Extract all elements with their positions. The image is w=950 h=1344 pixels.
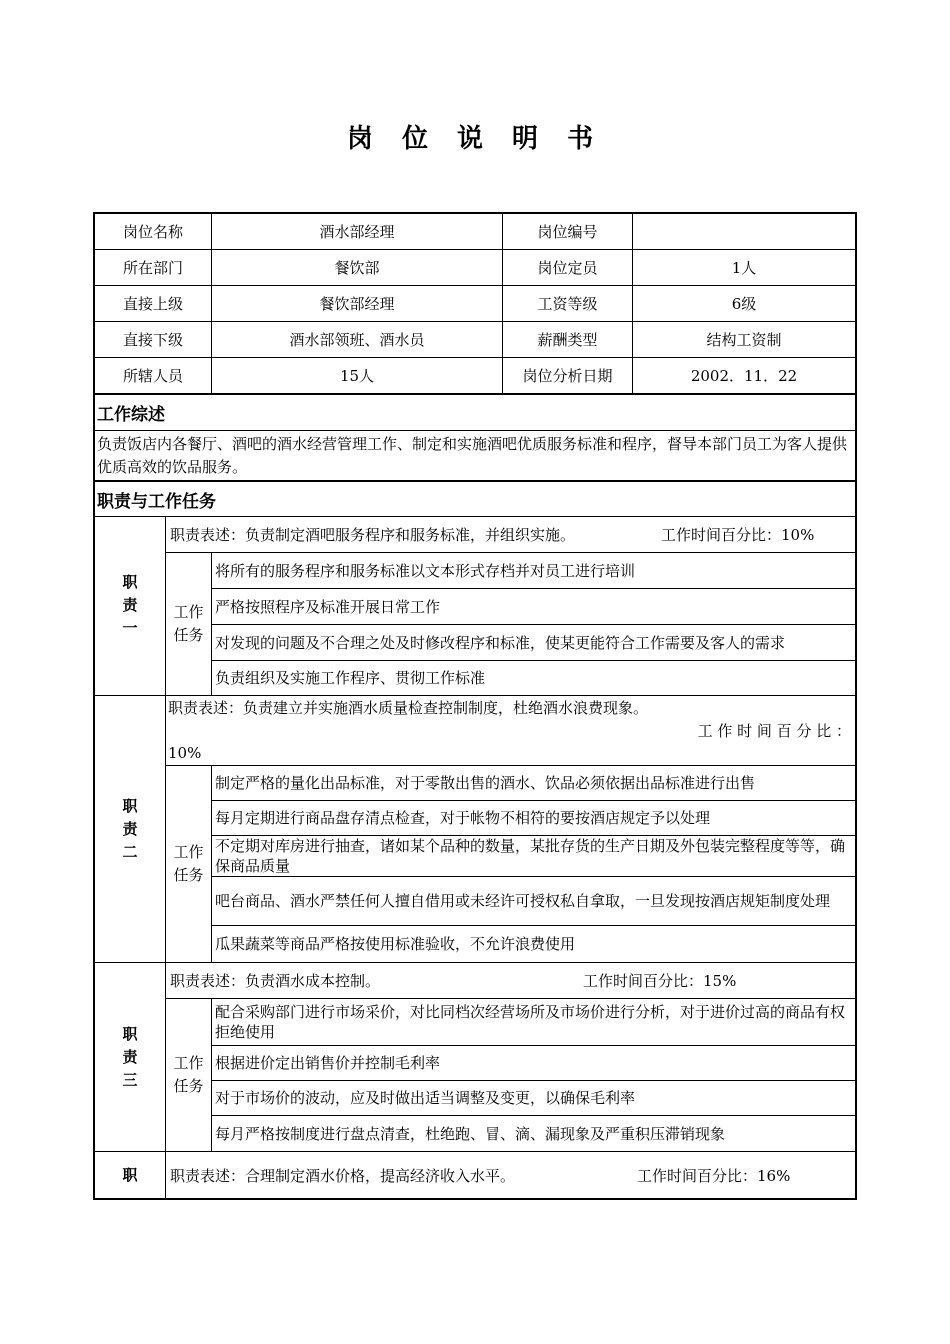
duty1-task-1: 将所有的服务程序和服务标准以文本形式存档并对员工进行培训 [215,561,636,580]
value-job-title: 酒水部经理 [319,223,395,241]
duty3-char1: 职 [122,1024,138,1043]
duty3-char2: 责 [122,1047,138,1066]
value-headcount: 1人 [731,259,757,277]
duty1-description: 职责表述：负责制定酒吧服务程序和服务标准，并组织实施。 [170,526,576,544]
label-department: 所在部门 [122,259,183,277]
duty2-label [95,696,165,962]
duty1-char2: 责 [122,596,138,614]
duty2-task-label [166,766,211,962]
duty1-task-label-2: 任务 [173,626,204,644]
duty2-char3: 二 [122,842,138,861]
page-title: 岗 位 说 明 书 [346,124,604,154]
duty1-task-label [166,553,211,695]
duty2-task-2: 每月定期进行商品盘存清点检查，对于帐物不相符的要按酒店规定予以处理 [215,809,711,827]
duty1-task-2: 严格按照程序及标准开展日常工作 [215,597,441,616]
duty1-time-percent: 工作时间百分比：10% [661,526,815,544]
value-subordinates: 酒水部领班、酒水员 [289,331,425,349]
duty2-description: 职责表述：负责建立并实施酒水质量检查控制制度，杜绝酒水浪费现象。 [168,699,649,717]
label-job-number: 岗位编号 [537,223,598,241]
label-job-title: 岗位名称 [122,223,183,241]
value-pay-type: 结构工资制 [706,331,782,349]
value-analysis-date: 2002．11．22 [690,367,798,385]
duty1-task-4: 负责组织及实施工作程序、贯彻工作标准 [215,669,486,687]
duty2-char1: 职 [122,796,138,815]
summary-text: 负责饭店内各餐厅、酒吧的酒水经营管理工作、制定和实施酒吧优质服务标准和程序，督导本部门员工为客人提供优质高效的饮品服务。 [97,435,848,476]
duty4-time-percent: 工作时间百分比：16% [637,1166,791,1185]
duty2-time-percent-label: 工 作 时 间 百 分 比 ： [697,722,851,740]
duty3-description: 职责表述：负责酒水成本控制。 [170,972,381,990]
duty3-task-label [166,999,211,1151]
label-pay-type: 薪酬类型 [537,331,598,349]
label-salary-grade: 工资等级 [537,295,598,313]
duty4-char1: 职 [122,1165,138,1184]
duties-heading: 职责与工作任务 [97,491,216,512]
duty4-description: 职责表述：合理制定酒水价格，提高经济收入水平。 [170,1166,516,1185]
value-job-number [633,214,855,249]
duty2-task-5: 瓜果蔬菜等商品严格按使用标准验收，不允许浪费使用 [215,935,576,953]
label-headcount: 岗位定员 [537,259,598,277]
duty3-task-label-1: 工作 [173,1054,204,1072]
duty1-char1: 职 [122,573,138,591]
duty1-task-label-1: 工作 [173,603,204,621]
duty2-task-3: 不定期对库房进行抽查，诸如某个品种的数量，某批存货的生产日期及外包装完整程度等等，确保商品质量 [215,837,846,875]
duty1-task-3: 对发现的问题及不合理之处及时修改程序和标准，使某更能符合工作需要及客人的需求 [215,633,786,652]
duty4-label [95,1152,165,1198]
duty2-char2: 责 [122,819,138,838]
duty3-task-2: 根据进价定出销售价并控制毛利率 [215,1054,441,1072]
summary-heading: 工作综述 [97,405,165,425]
duty1-char3: 一 [122,619,138,637]
value-salary-grade: 6级 [731,295,757,313]
duty3-task-4: 每月严格按制度进行盘点清查，杜绝跑、冒、滴、漏现象及严重积压滞销现象 [215,1124,726,1143]
job-description-table [93,212,857,1200]
label-subordinates: 直接下级 [122,331,183,349]
duty3-char3: 三 [122,1070,138,1089]
label-staff-count: 所辖人员 [122,367,183,385]
value-staff-count: 15人 [339,367,375,385]
duty3-label [95,963,165,1151]
label-supervisor: 直接上级 [122,295,183,313]
duty2-task-1: 制定严格的量化出品标准，对于零散出售的酒水、饮品必须依据出品标准进行出售 [215,774,756,792]
duty3-task-1: 配合采购部门进行市场采价，对比同档次经营场所及市场价进行分析，对于进价过高的商品有权拒绝使用 [215,1003,846,1041]
duty2-time-percent-value: 10% [168,744,202,762]
duty2-task-label-1: 工作 [173,843,204,861]
duty3-time-percent: 工作时间百分比：15% [583,972,737,990]
value-department: 餐饮部 [334,259,380,277]
duty3-task-3: 对于市场价的波动，应及时做出适当调整及变更，以确保毛利率 [215,1089,636,1107]
value-supervisor: 餐饮部经理 [319,295,395,313]
label-analysis-date: 岗位分析日期 [522,367,613,385]
duty1-label [95,517,165,694]
duty2-task-label-2: 任务 [173,866,204,884]
duty3-task-label-2: 任务 [173,1077,204,1095]
duty2-task-4: 吧台商品、酒水严禁任何人擅自借用或未经许可授权私自拿取，一旦发现按酒店规矩制度处理 [215,892,831,910]
